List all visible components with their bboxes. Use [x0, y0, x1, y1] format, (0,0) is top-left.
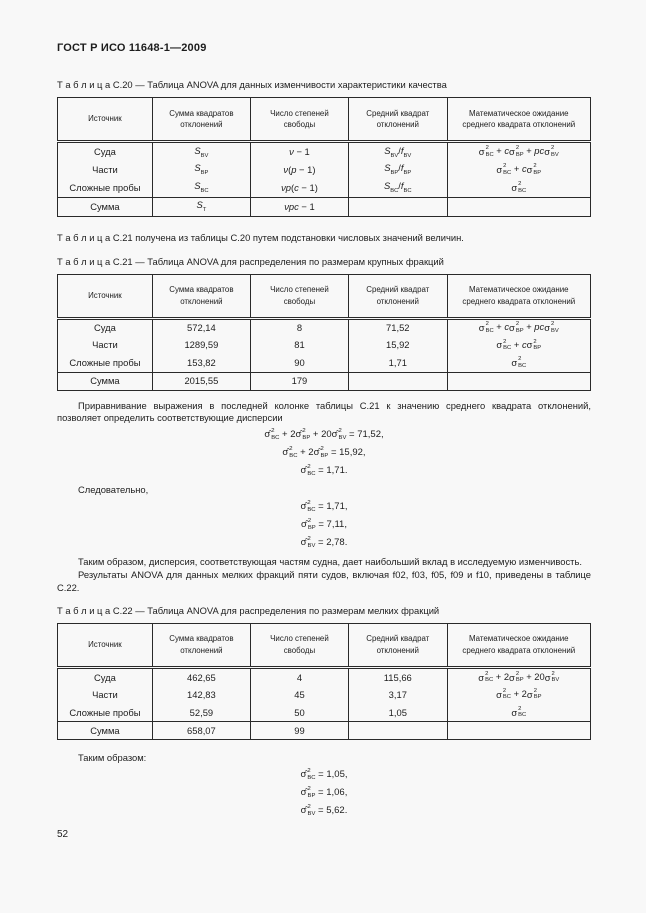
- paragraph-thus: Таким образом, дисперсия, соответствующая частям судна, дает наибольший вклад в исследуемую изменчивость.: [78, 556, 582, 568]
- column-header: Источник: [58, 98, 153, 142]
- cell-source: Сложные пробы: [69, 706, 141, 718]
- column-header: Сумма квадратов отклонений: [152, 623, 250, 667]
- cell-ems: σ 2 BC + c σ 2 BP + pc σ 2 BV: [447, 142, 590, 161]
- cell-df: νp(c − 1): [250, 179, 348, 197]
- paragraph-hence: Следовательно,: [78, 484, 149, 496]
- cell-source: Сумма: [58, 372, 153, 390]
- cell-sum-sq: $S_{BP}$: [152, 161, 250, 179]
- cell-sum-sq: 2015,55: [152, 372, 250, 390]
- cell-mean-sq: $S_{BV}/f_{BV}$: [348, 142, 447, 161]
- equation-block-2: [57, 500, 591, 551]
- equation: σ̂ 2 BV = 5,62.: [300, 804, 348, 817]
- cell-df: 50: [250, 703, 348, 721]
- cell-ems: [447, 372, 590, 390]
- cell-ems: σ 2 BC: [447, 354, 590, 372]
- cell-source: Сложные пробы: [69, 357, 141, 369]
- cell-ems: σ 2 BC: [447, 703, 590, 721]
- cell-mean-sq: [348, 197, 447, 216]
- table-row: [58, 161, 591, 179]
- paragraph-results: Результаты ANOVA для данных мелких фракций пяти судов, включая f02, f03, f05, f09 и f10, приведены в таблице С.22.: [57, 569, 591, 593]
- column-header: Средний квадрат отклонений: [348, 623, 447, 667]
- page-number: 52: [57, 829, 69, 841]
- cell-df: 81: [250, 336, 348, 354]
- document-title: ГОСТ Р ИСО 11648-1—2009: [57, 42, 207, 54]
- cell-source: Части: [92, 164, 118, 176]
- cell-mean-sq: [348, 372, 447, 390]
- cell-mean-sq: $S_{BC}/f_{BC}$: [348, 179, 447, 197]
- cell-source: Части: [92, 339, 118, 351]
- cell-source: Сумма: [58, 721, 153, 739]
- cell-df: ν(p − 1): [250, 161, 348, 179]
- paragraph-equate: Приравнивание выражения в последней колонке таблицы С.21 к значению среднего квадрата отклонений, позволяет определить соответствующие дисперсии: [57, 399, 591, 423]
- table-header-row: [58, 98, 591, 142]
- cell-sum-sq: $S_{BV}$: [152, 142, 250, 161]
- cell-mean-sq: $S_{BP}/f_{BP}$: [348, 161, 447, 179]
- anova-table-c21: [57, 274, 591, 391]
- cell-df: ν − 1: [250, 142, 348, 161]
- cell-df: 4: [250, 667, 348, 685]
- table-row: [58, 667, 591, 685]
- cell-sum-sq: 658,07: [152, 721, 250, 739]
- cell-df: 179: [250, 372, 348, 390]
- cell-sum-sq: 462,65: [152, 667, 250, 685]
- anova-table-c22: [57, 623, 591, 740]
- cell-df: νpc − 1: [250, 197, 348, 216]
- cell-mean-sq: 3,17: [348, 685, 447, 703]
- cell-ems: σ 2 BC + c σ 2 BP: [447, 336, 590, 354]
- table-row: [58, 703, 591, 721]
- cell-mean-sq: 71,52: [348, 318, 447, 336]
- cell-source: Части: [92, 688, 118, 700]
- cell-mean-sq: 1,71: [348, 354, 447, 372]
- cell-sum-sq: $S_{BC}$: [152, 179, 250, 197]
- cell-sum-sq: 52,59: [152, 703, 250, 721]
- equation: σ̂ 2 BC = 1,05,: [300, 768, 348, 781]
- cell-ems: σ 2 BC + 2 σ 2 BP + 20 σ 2 BV: [447, 667, 590, 685]
- cell-ems: σ 2 BC + c σ 2 BP: [447, 161, 590, 179]
- table-header-row: [58, 274, 591, 318]
- cell-source: Суда: [94, 146, 116, 158]
- cell-sum-sq: 1289,59: [152, 336, 250, 354]
- cell-sum-sq: $S_T$: [152, 197, 250, 216]
- table-row: [58, 142, 591, 161]
- equation: σ̂ 2 BC + 2 σ̂ 2 BP = 15,92,: [282, 446, 366, 459]
- table-row: [58, 354, 591, 372]
- sum-row: [58, 197, 591, 216]
- sum-row: [58, 372, 591, 390]
- column-header: Сумма квадратов отклонений: [152, 98, 250, 142]
- cell-sum-sq: 142,83: [152, 685, 250, 703]
- table-row: [58, 318, 591, 336]
- table-row: [58, 336, 591, 354]
- column-header: Число степеней свободы: [250, 274, 348, 318]
- cell-df: 8: [250, 318, 348, 336]
- cell-ems: [447, 721, 590, 739]
- column-header: Сумма квадратов отклонений: [152, 274, 250, 318]
- table-row: [58, 179, 591, 197]
- table-row: [58, 685, 591, 703]
- column-header: Число степеней свободы: [250, 98, 348, 142]
- cell-sum-sq: 153,82: [152, 354, 250, 372]
- note-c21: Т а б л и ц а С.21 получена из таблицы С.20 путем подстановки числовых значений величин.: [57, 231, 464, 243]
- cell-source: Сложные пробы: [69, 182, 141, 194]
- cell-mean-sq: 1,05: [348, 703, 447, 721]
- cell-df: 90: [250, 354, 348, 372]
- cell-ems: σ 2 BC + 2 σ 2 BP: [447, 685, 590, 703]
- cell-mean-sq: 115,66: [348, 667, 447, 685]
- cell-source: Суда: [94, 322, 116, 334]
- table-c21-caption: Т а б л и ц а С.21 — Таблица ANOVA для распределения по размерам крупных фракций: [57, 255, 444, 267]
- table-header-row: [58, 623, 591, 667]
- column-header: Источник: [58, 274, 153, 318]
- equation: σ̂ 2 BP = 1,06,: [300, 786, 348, 799]
- equation: σ̂ 2 BV = 2,78.: [300, 536, 348, 549]
- column-header: Средний квадрат отклонений: [348, 274, 447, 318]
- anova-table-c20: [57, 97, 591, 217]
- cell-df: 99: [250, 721, 348, 739]
- equation: σ̂ 2 BC = 1,71,: [300, 500, 348, 513]
- equation: σ̂ 2 BC + 2 σ̂ 2 BP + 20 σ̂ 2 BV = 71,52,: [264, 428, 384, 441]
- column-header: Математическое ожидание среднего квадрата отклонений: [447, 274, 590, 318]
- column-header: Число степеней свободы: [250, 623, 348, 667]
- sum-row: [58, 721, 591, 739]
- cell-df: 45: [250, 685, 348, 703]
- cell-mean-sq: [348, 721, 447, 739]
- paragraph-thus-final: Таким образом:: [78, 751, 147, 763]
- cell-sum-sq: 572,14: [152, 318, 250, 336]
- cell-ems: σ 2 BC + c σ 2 BP + pc σ 2 BV: [447, 318, 590, 336]
- equation-block-3: [57, 768, 591, 819]
- column-header: Средний квадрат отклонений: [348, 98, 447, 142]
- cell-source: Сумма: [58, 197, 153, 216]
- column-header: Источник: [58, 623, 153, 667]
- table-c22-caption: Т а б л и ц а С.22 — Таблица ANOVA для распределения по размерам мелких фракций: [57, 604, 440, 616]
- column-header: Математическое ожидание среднего квадрата отклонений: [447, 623, 590, 667]
- equation-block-1: [57, 428, 591, 479]
- cell-mean-sq: 15,92: [348, 336, 447, 354]
- cell-source: Суда: [94, 671, 116, 683]
- equation: σ̂ 2 BC = 1,71.: [300, 464, 348, 477]
- cell-ems: [447, 197, 590, 216]
- equation: σ̂ 2 BP = 7,11,: [301, 518, 347, 531]
- table-c20-caption: Т а б л и ц а С.20 — Таблица ANOVA для данных изменчивости характеристики качества: [57, 79, 447, 90]
- column-header: Математическое ожидание среднего квадрата отклонений: [447, 98, 590, 142]
- cell-ems: σ 2 BC: [447, 179, 590, 197]
